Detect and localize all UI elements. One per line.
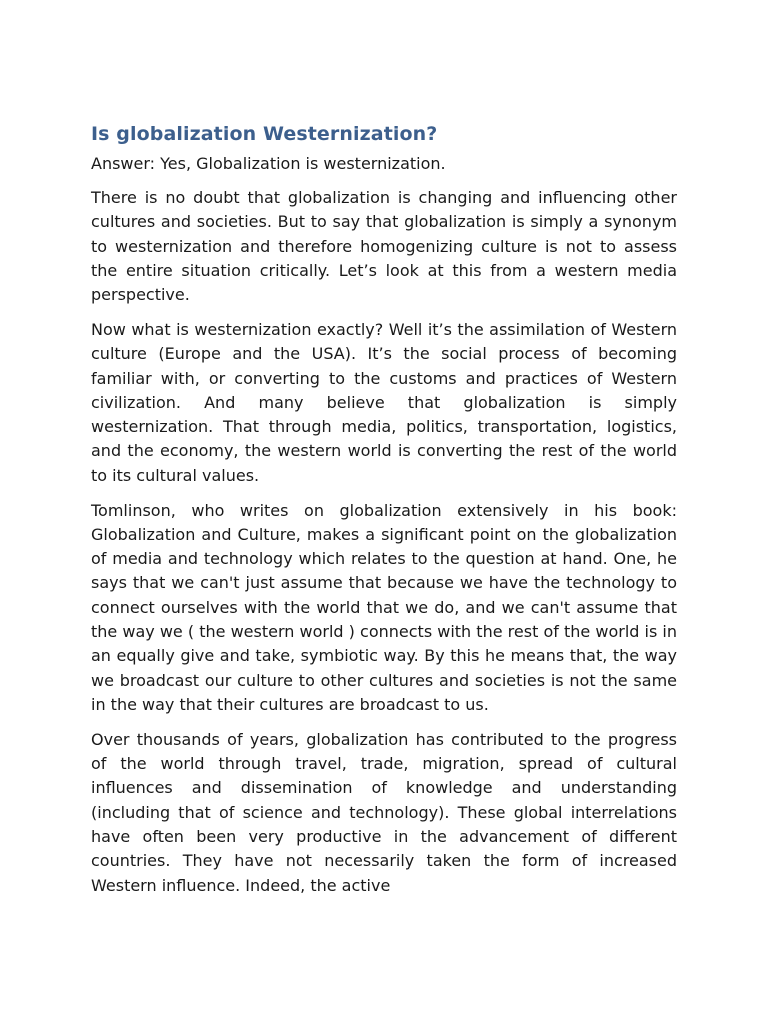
paragraph-1: There is no doubt that globalization is changing and influencing other cultures and societies. But to say that globalization is simply a synonym to westernization and therefore homogenizing culture is not to assess the entire situation critically. Let’s look at this from a western media perspective. [91, 188, 677, 305]
paragraph-4: Over thousands of years, globalization has contributed to the progress of the world through travel, trade, migration, spread of cultural influences and dissemination of knowledge and understanding (including that of science and technology). These global interrelations have often been very productive in the advancement of different countries. They have not necessarily taken the form of increased Western influence. Indeed, the active [91, 729, 677, 895]
document-page [91, 121, 677, 908]
answer-line: Answer: Yes, Globalization is westernization. [91, 154, 446, 173]
paragraph-3: Tomlinson, who writes on globalization extensively in his book: Globalization and Culture, makes a significant point on the globalization of media and technology which relates to the question at hand. One, he says that we can't just assume that because we have the technology to connect ourselves with the world that we do, and we can't assume that the way we ( the western world ) connects with the rest of the world is in an equally give and take, symbiotic way. By this he means that, the way we broadcast our culture to other cultures and societies is not the same in the way that their cultures are broadcast to us. [91, 500, 677, 714]
paragraph-2: Now what is westernization exactly? Well it’s the assimilation of Western culture (Europe and the USA). It’s the social process of becoming familiar with, or converting to the customs and practices of Western civilization. And many believe that globalization is simply westernization. That through media, politics, transportation, logistics, and the economy, the western world is converting the rest of the world to its cultural values. [91, 319, 677, 485]
document-title: Is globalization Westernization? [91, 123, 438, 145]
